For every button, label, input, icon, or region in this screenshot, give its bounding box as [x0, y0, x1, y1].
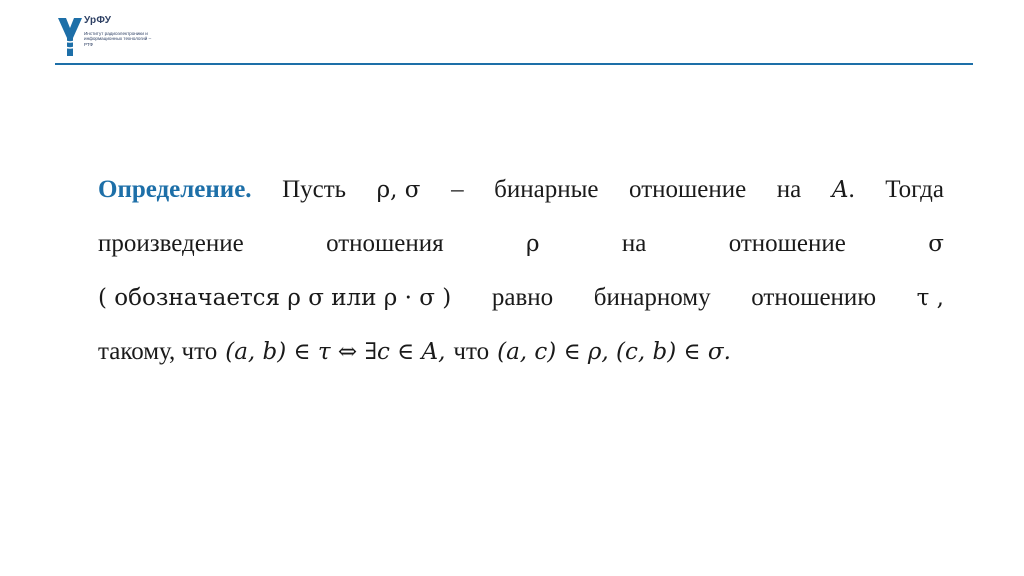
math-symbol: τ , — [916, 285, 944, 311]
definition-line-4 — [98, 325, 944, 379]
header-divider — [55, 63, 973, 65]
text-period: . — [848, 176, 855, 203]
text-word: Тогда — [885, 176, 944, 203]
slide-header — [0, 0, 1024, 66]
text-word: на — [776, 176, 802, 203]
definition-block — [98, 163, 944, 379]
text-word: что — [453, 338, 490, 365]
math-notation: ( обозначается ρ σ или ρ · σ ) — [98, 285, 452, 311]
text-word: отношению — [751, 284, 876, 311]
text-word: отношение — [629, 176, 747, 203]
text-word: отношения — [326, 230, 444, 257]
math-symbol: ρ — [526, 231, 540, 257]
text-word: отношение — [728, 230, 846, 257]
institute-name: Институт радиоэлектроники и информационных технологий – РТФ — [84, 31, 152, 47]
org-name: УрФУ — [84, 15, 112, 26]
text-word: равно — [491, 284, 554, 311]
definition-line-3 — [98, 271, 944, 325]
text-word: произведение — [98, 230, 244, 257]
math-expression: ρ, σ — [376, 177, 421, 203]
text-word: на — [621, 230, 647, 257]
text-word: Пусть — [282, 176, 347, 203]
math-expression: (a, b) ∈ τ ⇔ ∃c ∈ A, — [225, 339, 446, 365]
definition-term: Определение. — [98, 176, 252, 203]
math-symbol: σ — [928, 231, 944, 257]
text-word: бинарные — [494, 176, 599, 203]
math-set — [832, 163, 855, 217]
math-variable: A — [831, 177, 849, 203]
urfu-logo-icon — [56, 16, 84, 58]
text-word: бинарному — [593, 284, 711, 311]
math-expression: (a, c) ∈ ρ, (c, b) ∈ σ. — [497, 339, 731, 365]
text-word: такому, что — [98, 338, 218, 365]
definition-line-1 — [98, 163, 944, 217]
definition-line-2 — [98, 217, 944, 271]
text-word: – — [451, 176, 464, 203]
